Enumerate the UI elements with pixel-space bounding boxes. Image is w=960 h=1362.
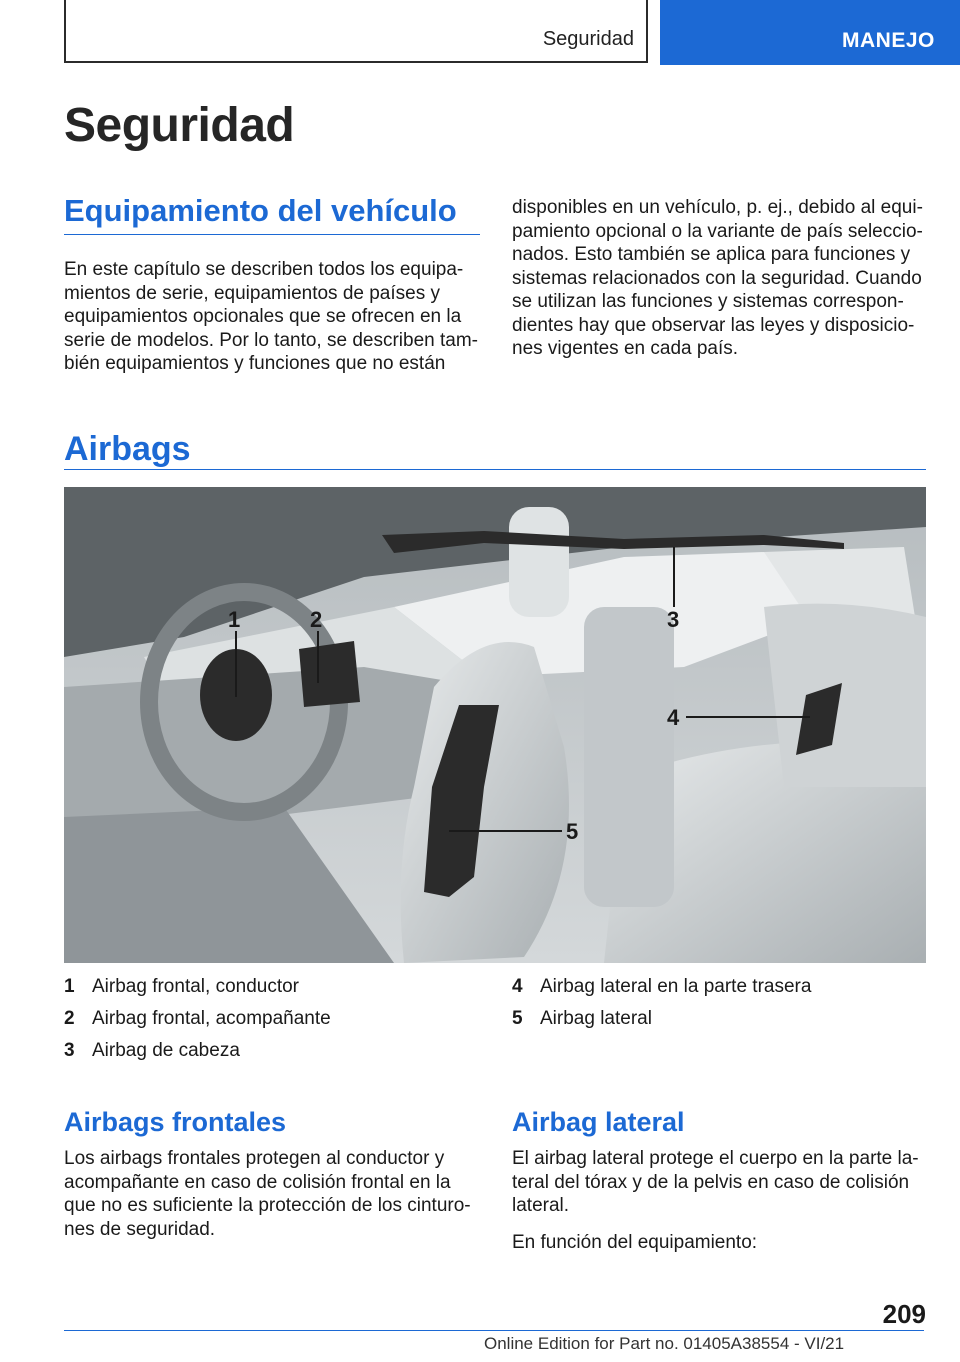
text-line: mientos de serie, equipamientos de países y bbox=[64, 282, 440, 304]
legend-text: Airbag de cabeza bbox=[92, 1040, 240, 1061]
text-line: sistemas relacionados con la seguridad. Cuando bbox=[512, 267, 922, 289]
equipment-text-col1 bbox=[64, 258, 478, 376]
airbag-legend-right bbox=[512, 971, 811, 1035]
text-line: se utilizan las funciones y sistemas correspon- bbox=[512, 291, 904, 312]
airbags-heading: Airbags bbox=[64, 430, 191, 468]
lateral-note: En función del equipamiento: bbox=[512, 1232, 758, 1253]
legend-number: 4 bbox=[512, 976, 523, 997]
list-item bbox=[512, 1003, 811, 1035]
list-item bbox=[64, 1003, 331, 1035]
legend-text: Airbag frontal, conductor bbox=[92, 976, 300, 997]
frontales-text bbox=[64, 1147, 471, 1241]
callout-3-label: 3 bbox=[667, 607, 680, 632]
text-line: bién equipamientos y funciones que no están bbox=[64, 353, 446, 374]
text-line: nes de seguridad. bbox=[64, 1218, 216, 1240]
page-title: Seguridad bbox=[64, 99, 295, 152]
equipment-text-col2 bbox=[512, 196, 923, 361]
text-line: acompañante en caso de colisión frontal en la bbox=[64, 1171, 451, 1193]
legend-number: 3 bbox=[64, 1040, 75, 1061]
text-line: Los airbags frontales protegen al conductor y bbox=[64, 1148, 445, 1169]
car-interior-illustration bbox=[64, 487, 926, 963]
footer-edition: Online Edition for Part no. 01405A38554 - VI/21 bbox=[484, 1334, 845, 1353]
text-line: serie de modelos. Por lo tanto, se describen tam- bbox=[64, 329, 478, 351]
chapter-tab-label: MANEJO bbox=[842, 29, 935, 52]
lateral-text bbox=[512, 1147, 919, 1218]
text-line: nados. Esto también se aplica para funciones y bbox=[512, 244, 911, 265]
callout-1-label: 1 bbox=[228, 607, 241, 632]
equipment-heading: Equipamiento del vehículo bbox=[64, 193, 457, 228]
headrest-shape bbox=[509, 507, 569, 617]
text-line: En este capítulo se describen todos los equipa- bbox=[64, 259, 464, 280]
text-line: El airbag lateral protege el cuerpo en la parte la- bbox=[512, 1148, 919, 1169]
legend-number: 5 bbox=[512, 1008, 523, 1029]
text-line: nes vigentes en cada país. bbox=[512, 338, 739, 359]
lateral-heading: Airbag lateral bbox=[512, 1107, 685, 1137]
page-number: 209 bbox=[882, 1299, 926, 1329]
callout-4-label: 4 bbox=[667, 705, 680, 730]
callout-5-label: 5 bbox=[566, 819, 579, 844]
list-item bbox=[512, 971, 811, 1003]
footer-rule bbox=[64, 1330, 924, 1331]
legend-number: 1 bbox=[64, 976, 75, 997]
text-line: teral del tórax y de la pelvis en caso de colisión bbox=[512, 1171, 910, 1193]
text-line: dientes hay que observar las leyes y disposicio- bbox=[512, 314, 915, 336]
legend-number: 2 bbox=[64, 1008, 75, 1029]
airbag-2-shape bbox=[299, 641, 360, 707]
text-line: equipamientos opcionales que se ofrecen en la bbox=[64, 306, 462, 327]
airbag-legend-left bbox=[64, 971, 331, 1067]
frontales-heading: Airbags frontales bbox=[64, 1107, 287, 1137]
text-line: pamiento opcional o la variante de país seleccio- bbox=[512, 220, 923, 242]
airbag-locations-figure bbox=[64, 487, 926, 963]
text-line: que no es suficiente la protección de los cinturo- bbox=[64, 1195, 471, 1216]
callout-2-label: 2 bbox=[310, 607, 323, 632]
airbags-heading-rule bbox=[64, 469, 926, 470]
list-item bbox=[64, 1035, 331, 1067]
legend-text: Airbag lateral bbox=[540, 1008, 652, 1029]
text-line: lateral. bbox=[512, 1195, 570, 1216]
text-line: disponibles en un vehículo, p. ej., debido al equi- bbox=[512, 197, 923, 218]
list-item bbox=[64, 971, 331, 1003]
header-section-box bbox=[64, 0, 648, 63]
header-section-label: Seguridad bbox=[542, 28, 634, 50]
equipment-heading-rule bbox=[64, 234, 480, 235]
chapter-tab[interactable] bbox=[660, 0, 960, 65]
legend-text: Airbag frontal, acompañante bbox=[92, 1008, 331, 1029]
legend-text: Airbag lateral en la parte trasera bbox=[540, 976, 812, 997]
